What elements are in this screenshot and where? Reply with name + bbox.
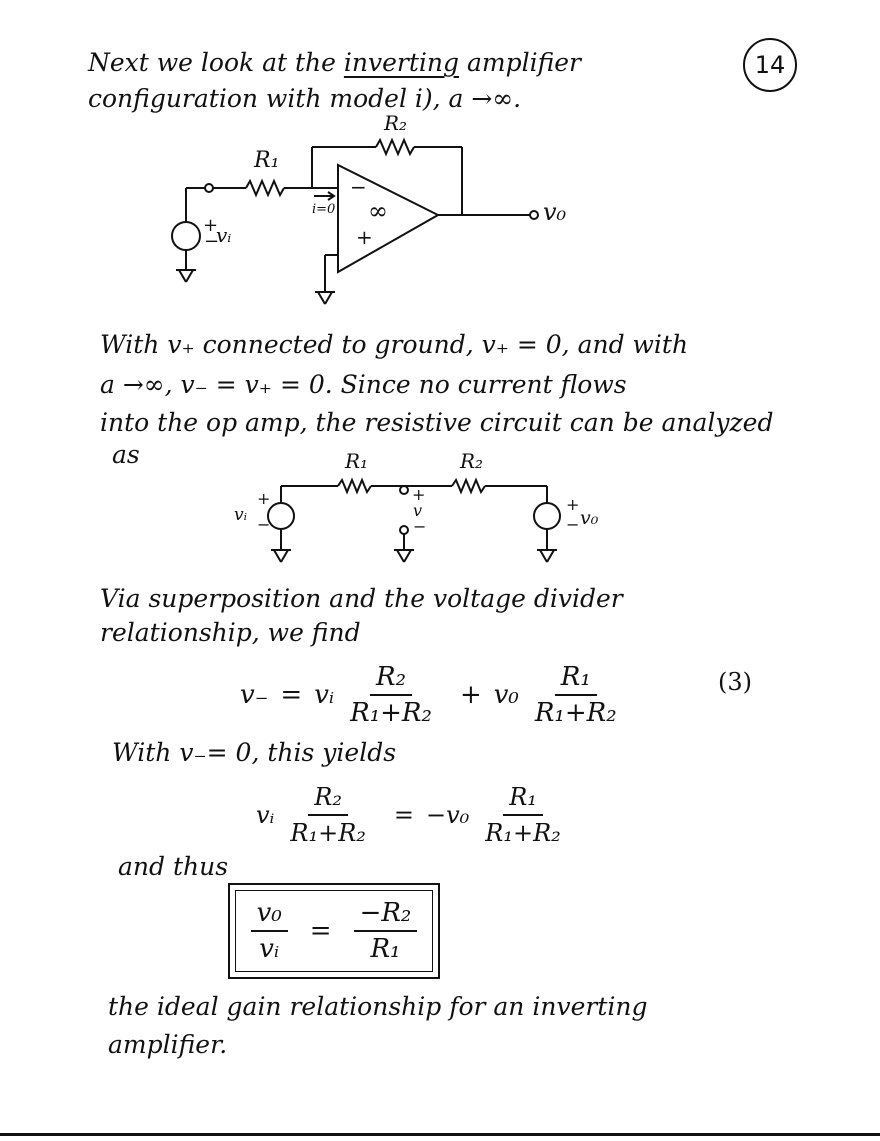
ground-icon	[271, 550, 291, 562]
vo-minus-sign: −	[566, 515, 580, 534]
result-box-inner	[235, 890, 433, 972]
resistor-r2	[452, 480, 485, 492]
vo-plus-sign: +	[566, 495, 580, 514]
body-line-1: With v₊ connected to ground, v₊ = 0, and with	[100, 330, 689, 359]
vi-minus-sign: −	[257, 515, 271, 534]
eq3-term1-factor: vᵢ	[314, 680, 335, 710]
eq3-term1-denominator: R₁+R₂	[350, 698, 432, 728]
superposition-line-1: Via superposition and the voltage divider	[100, 584, 623, 613]
gain-equals: =	[309, 916, 332, 946]
ground-icon	[394, 550, 414, 562]
eq4-equals: =	[393, 801, 414, 829]
gain-rhs-numerator: −R₂	[354, 898, 418, 932]
resistor-r1	[246, 181, 284, 195]
ground-icon	[537, 550, 557, 562]
r1-label: R₁	[345, 449, 369, 473]
voltage-source-vo	[534, 503, 560, 529]
source-plus-sign: +	[203, 215, 219, 236]
voltage-source-vi	[268, 503, 294, 529]
result-box	[228, 883, 440, 979]
r2-label: R₂	[384, 111, 408, 135]
intro-emphasis: inverting	[343, 48, 460, 77]
eq3-term2-denominator: R₁+R₂	[534, 698, 617, 728]
closing-line-1: the ideal gain relationship for an inverting	[108, 992, 648, 1021]
intro-text-after: amplifier	[459, 48, 581, 77]
inverting-amplifier-circuit	[0, 110, 880, 310]
gain-rhs-denominator: R₁	[370, 934, 401, 964]
resistor-r2	[376, 140, 414, 154]
equation-number: (3)	[718, 668, 752, 696]
current-arrow-icon	[314, 192, 334, 200]
op-amp-minus-input: −	[350, 175, 367, 199]
intro-line-1	[88, 48, 581, 78]
vo-label: v₀	[580, 507, 599, 529]
eq3-plus: +	[459, 680, 482, 710]
ground-icon	[315, 292, 335, 304]
eq3-lhs: v₋	[240, 680, 269, 710]
resistive-equivalent-circuit	[0, 440, 880, 575]
with-text: With v₋= 0, this yields	[112, 738, 397, 767]
bottom-divider	[0, 1133, 880, 1136]
gain-lhs-numerator: v₀	[251, 898, 288, 932]
eq3-term2-fraction	[529, 662, 623, 728]
gain-equation	[241, 898, 428, 964]
equation-3	[240, 662, 633, 728]
node-terminal	[400, 486, 408, 494]
eq4-rhs-numerator: R₁	[503, 782, 543, 816]
node-minus-sign: −	[413, 517, 427, 536]
eq4-lhs-denominator: R₁+R₂	[290, 819, 366, 847]
gain-rhs-fraction	[354, 898, 418, 964]
closing-line-2: amplifier.	[108, 1030, 228, 1059]
eq3-term1-numerator: R₂	[370, 662, 412, 696]
output-terminal	[530, 211, 538, 219]
eq3-term1-fraction	[344, 662, 438, 728]
voltage-source-vi	[172, 222, 200, 250]
eq4-factor: vᵢ	[256, 801, 275, 829]
input-terminal	[205, 184, 213, 192]
intro-line-2: configuration with model i), a →∞.	[88, 84, 522, 113]
eq4-lhs-numerator: R₂	[308, 782, 348, 816]
source-minus-sign: −	[204, 231, 220, 252]
eq3-term2-factor: v₀	[493, 680, 519, 710]
vi-label: vᵢ	[216, 223, 232, 247]
superposition-line-2: relationship, we find	[100, 618, 361, 647]
eq4-rhs-fraction	[479, 782, 567, 848]
page-number: 14	[743, 38, 797, 92]
eq4-rhs-denominator: R₁+R₂	[485, 819, 561, 847]
current-label: i=0	[312, 202, 336, 217]
eq4-rhs-factor: −v₀	[426, 801, 470, 829]
intro-text-before: Next we look at the	[88, 48, 344, 77]
vi-plus-sign: +	[257, 489, 271, 508]
body-line-2: a →∞, v₋ = v₊ = 0. Since no current flows	[100, 370, 627, 399]
r2-label: R₂	[460, 449, 484, 473]
body-line-3: into the op amp, the resistive circuit can be analyzed	[100, 408, 774, 437]
vminus-label: v	[413, 501, 423, 520]
eq4-lhs-fraction	[284, 782, 372, 848]
gain-lhs-fraction	[251, 898, 288, 964]
eq3-term2-numerator: R₁	[555, 662, 597, 696]
vi-label: vᵢ	[234, 505, 248, 525]
op-amp-gain-label: ∞	[368, 197, 388, 225]
node-plus-sign: +	[412, 485, 426, 504]
vo-label: v₀	[543, 198, 567, 226]
ground-icon	[176, 270, 196, 282]
body-line-4: as	[112, 440, 140, 469]
gain-lhs-denominator: vᵢ	[259, 934, 280, 964]
op-amp-plus-input: +	[356, 225, 373, 249]
thus-text: and thus	[118, 852, 229, 881]
node-terminal	[400, 526, 408, 534]
eq3-equals: =	[280, 680, 303, 710]
resistor-r1	[338, 480, 371, 492]
equation-4	[256, 782, 577, 848]
r1-label: R₁	[254, 148, 280, 173]
